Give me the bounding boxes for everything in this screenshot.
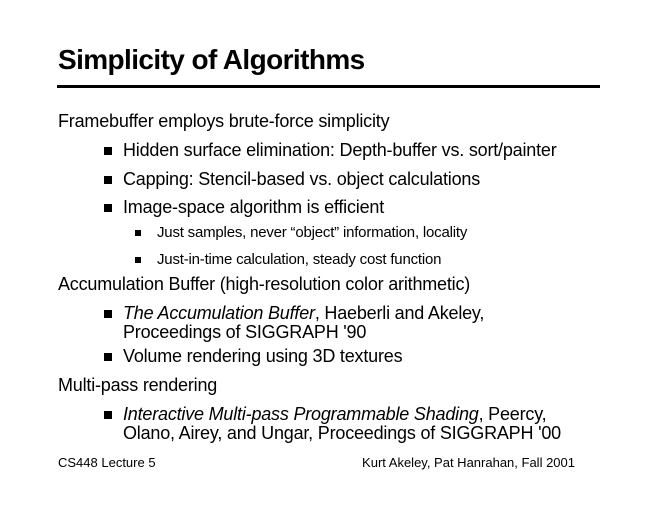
square-bullet-icon: [104, 204, 112, 212]
square-bullet-icon: [135, 257, 141, 263]
bullet-capping: [0, 170, 660, 189]
paper-title: The Accumulation Buffer: [123, 303, 315, 323]
topic-text: Framebuffer employs brute-force simplicity: [58, 111, 390, 131]
topic-framebuffer: [0, 112, 660, 131]
square-bullet-icon: [135, 230, 141, 236]
bullet-text: Capping: Stencil-based vs. object calculations: [123, 169, 481, 189]
bullet-text: Hidden surface elimination: Depth-buffer vs. sort/painter: [123, 140, 557, 160]
paper-proceedings: Proceedings of SIGGRAPH '90: [123, 322, 367, 342]
subbullet-just-in-time: [0, 251, 660, 268]
topic-text: Accumulation Buffer (high-resolution color arithmetic): [58, 274, 471, 294]
footer-course-label: CS448 Lecture 5: [58, 455, 156, 470]
square-bullet-icon: [104, 411, 112, 419]
topic-accumulation-buffer: [0, 275, 660, 294]
slide-title: Simplicity of Algorithms: [58, 44, 365, 75]
paper-authors: , Peercy,: [478, 404, 547, 424]
bullet-text: Image-space algorithm is efficient: [123, 197, 384, 217]
paper-title: Interactive Multi-pass Programmable Shading: [123, 404, 479, 424]
bullet-multipass-paper: [0, 405, 660, 443]
square-bullet-icon: [104, 310, 112, 318]
topic-text: Multi-pass rendering: [58, 375, 218, 395]
paper-proceedings: Olano, Airey, and Ungar, Proceedings of SIGGRAPH '00: [123, 423, 561, 443]
subbullet-text: Just-in-time calculation, steady cost function: [157, 251, 442, 268]
square-bullet-icon: [104, 176, 112, 184]
footer-authors-label: Kurt Akeley, Pat Hanrahan, Fall 2001: [362, 455, 575, 470]
bullet-hidden-surface: [0, 141, 660, 160]
topic-multi-pass: [0, 376, 660, 395]
bullet-volume-rendering: [0, 347, 660, 366]
paper-authors: , Haeberli and Akeley,: [314, 303, 485, 323]
bullet-text: Volume rendering using 3D textures: [123, 346, 403, 366]
bullet-image-space: [0, 198, 660, 217]
subbullet-just-samples: [0, 224, 660, 241]
bullet-accumulation-paper: [0, 304, 660, 342]
square-bullet-icon: [104, 147, 112, 155]
subbullet-text: Just samples, never “object” information, locality: [157, 224, 468, 241]
square-bullet-icon: [104, 353, 112, 361]
